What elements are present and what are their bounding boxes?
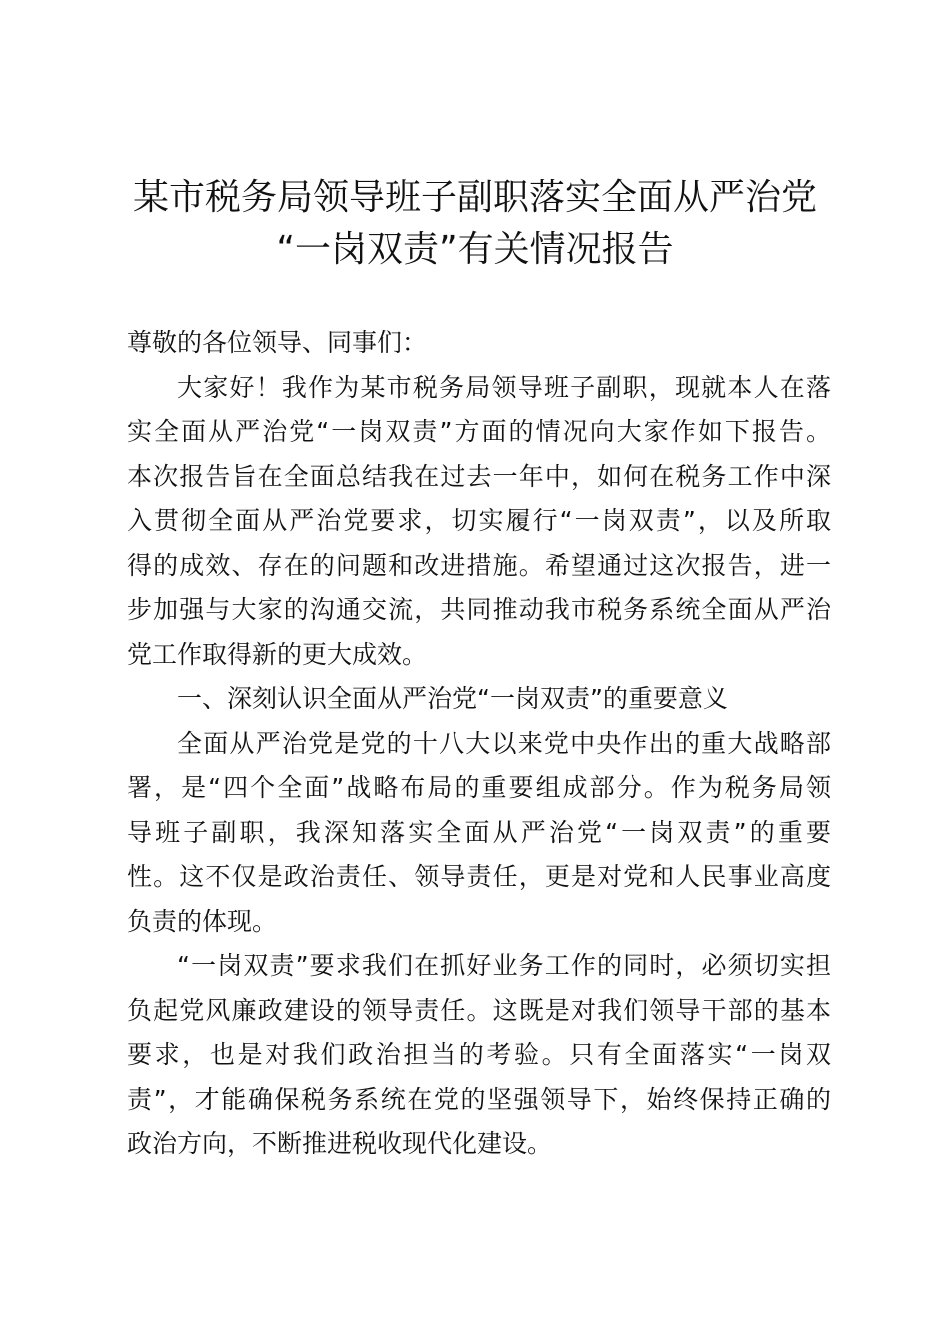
document-body — [127, 321, 831, 1167]
paragraph-intro — [127, 366, 831, 678]
paragraph-line: 本次报告旨在全面总结我在过去一年中，如何在税务工作中深 — [127, 461, 831, 491]
section-heading — [127, 677, 831, 722]
paragraph-line: “一岗双责”要求我们在抓好业务工作的同时，必须切实担 — [177, 951, 831, 980]
paragraph-line: 政治方向，不断推进税收现代化建设。 — [127, 1129, 553, 1158]
paragraph-line: 性。这不仅是政治责任、领导责任，更是对党和人民事业高度 — [127, 862, 831, 891]
paragraph-line: 要求，也是对我们政治担当的考验。只有全面落实“一岗双 — [127, 1040, 831, 1069]
paragraph-line: 实全面从严治党“一岗双责”方面的情况向大家作如下报告。 — [127, 417, 831, 446]
title-line-2: “一岗双责”有关情况报告 — [276, 229, 674, 270]
paragraph-line: 负起党风廉政建设的领导责任。这既是对我们领导干部的基本 — [127, 995, 831, 1025]
paragraph-line: 党工作取得新的更大成效。 — [127, 639, 428, 669]
paragraph-dual-duty — [127, 944, 831, 1167]
document-title — [120, 172, 830, 276]
paragraph-line: 责”，才能确保税务系统在党的坚强领导下，始终保持正确的 — [127, 1084, 831, 1114]
paragraph-line: 得的成效、存在的问题和改进措施。希望通过这次报告，进一 — [127, 550, 831, 580]
salutation — [127, 321, 831, 366]
paragraph-line: 大家好！我作为某市税务局领导班子副职，现就本人在落 — [177, 372, 831, 402]
paragraph-significance — [127, 722, 831, 945]
paragraph-line: 署，是“四个全面”战略布局的重要组成部分。作为税务局领 — [127, 773, 831, 802]
paragraph-line: 步加强与大家的沟通交流，共同推动我市税务系统全面从严治 — [127, 595, 831, 624]
paragraph-line: 入贯彻全面从严治党要求，切实履行“一岗双责”，以及所取 — [127, 506, 831, 535]
paragraph-line: 全面从严治党是党的十八大以来党中央作出的重大战略部 — [177, 728, 831, 758]
title-line-1: 某市税务局领导班子副职落实全面从严治党 — [132, 177, 817, 218]
salutation-text: 尊敬的各位领导、同事们： — [127, 328, 428, 357]
section-heading-text: 一、深刻认识全面从严治党“一岗双责”的重要意义 — [177, 684, 728, 713]
paragraph-line: 负责的体现。 — [127, 906, 278, 936]
paragraph-line: 导班子副职，我深知落实全面从严治党“一岗双责”的重要 — [127, 817, 831, 847]
